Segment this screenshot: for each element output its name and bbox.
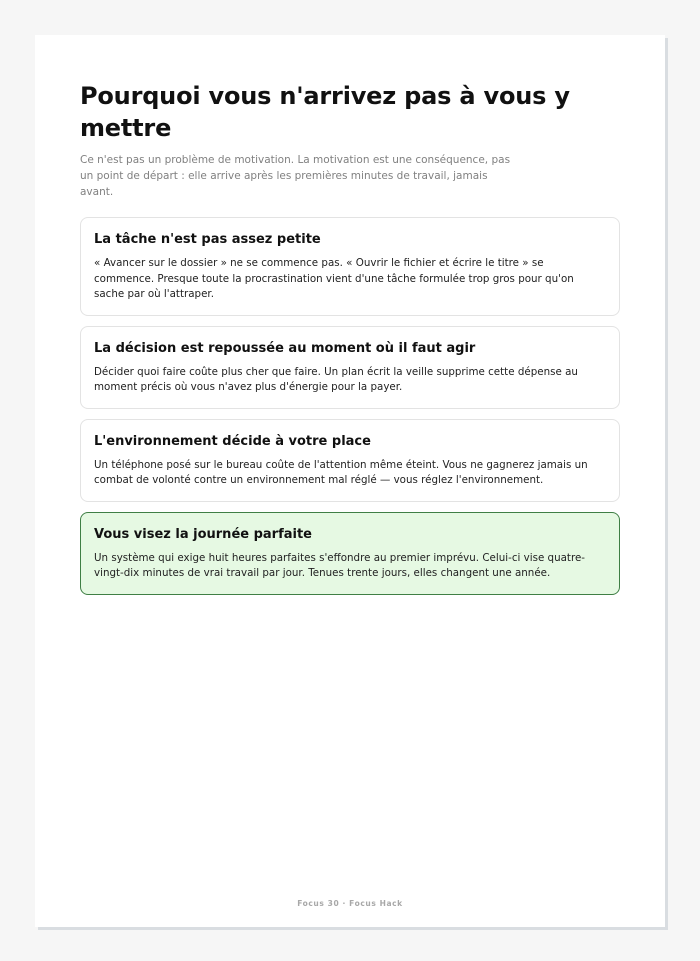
page-title: Pourquoi vous n'arrivez pas à vous y mettre [80,82,570,142]
card-heading: Vous visez la journée parfaite [94,526,313,542]
card-perfect-day-highlight [80,512,620,595]
cards-list [80,217,620,595]
page-content [80,80,620,605]
page-footer: Focus 30 · Focus Hack [297,899,403,908]
card-decision-postponed [80,326,620,409]
card-heading: La tâche n'est pas assez petite [94,232,321,247]
document-page [35,35,665,927]
card-body: Décider quoi faire coûte plus cher que faire. Un plan écrit la veille supprime cette dépense au moment précis où vous n'avez plus d'énergie pour la payer. [94,365,578,393]
card-task-too-big [80,217,620,316]
card-heading: La décision est repoussée au moment où il faut agir [94,340,476,356]
card-environment [80,419,620,502]
card-body: Un téléphone posé sur le bureau coûte de l'attention même éteint. Vous ne gagnerez jamais un combat de volonté contre un environnement mal réglé — vous réglez l'environnement. [94,458,588,486]
card-body: Un système qui exige huit heures parfaites s'effondre au premier imprévu. Celui-ci vise quatre-vingt-dix minutes de vrai travail par jour. Tenues trente jours, elles changent une année. [94,551,586,579]
card-heading: L'environnement décide à votre place [94,433,371,449]
card-body: « Avancer sur le dossier » ne se commence pas. « Ouvrir le fichier et écrire le titre » se commence. Presque toute la procrastination vient d'une tâche formulée trop gros pour qu'on sache par où l'attraper. [94,257,574,300]
page-subtitle: Ce n'est pas un problème de motivation. La motivation est une conséquence, pas un point de départ : elle arrive après les premières minutes de travail, jamais avant. [80,154,511,198]
